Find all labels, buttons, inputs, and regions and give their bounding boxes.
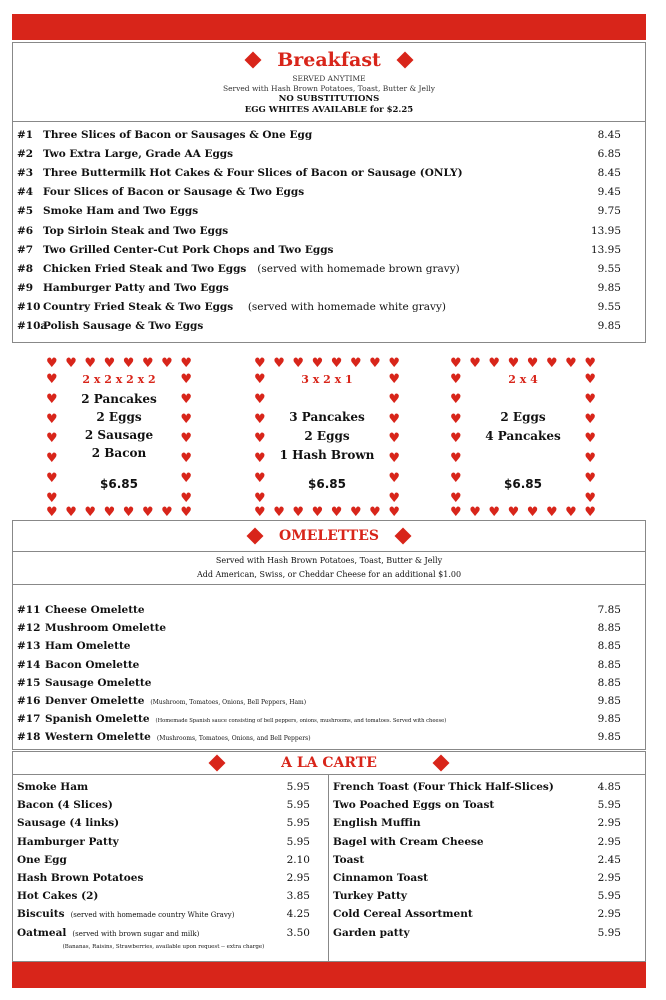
bottom-red-band <box>12 962 646 988</box>
heart-icon: ♥ <box>349 505 362 520</box>
heart-border <box>254 357 400 370</box>
item-price: 9.85 <box>597 713 621 726</box>
item-name: Country Fried Steak & Two Eggs <box>43 301 234 314</box>
heart-border <box>254 373 266 505</box>
menu-item <box>13 851 328 869</box>
menu-item <box>329 796 645 814</box>
heart-icon: ♥ <box>161 505 173 520</box>
heart-icon: ♥ <box>254 356 266 371</box>
item-name: Hot Cakes (2) <box>17 890 99 903</box>
item-name: Turkey Patty <box>333 890 407 903</box>
heart-icon: ♥ <box>469 356 481 371</box>
heart-icon: ♥ <box>584 505 596 520</box>
heart-icon: ♥ <box>526 505 539 520</box>
item-number: #7 <box>17 243 34 256</box>
heart-icon: ♥ <box>311 356 324 371</box>
heart-icon: ♥ <box>254 471 266 487</box>
heart-icon: ♥ <box>545 356 558 371</box>
heart-icon: ♥ <box>584 372 596 387</box>
heart-icon: ♥ <box>584 431 596 447</box>
special-price: $6.85 <box>504 477 542 491</box>
menu-item <box>13 202 645 221</box>
item-name: Chicken Fried Steak and Two Eggs <box>43 262 247 275</box>
heart-icon: ♥ <box>388 411 400 427</box>
special-item: 2 Bacon <box>91 446 147 460</box>
item-number: #5 <box>17 205 34 218</box>
item-name: Polish Sausage & Two Eggs <box>43 320 204 333</box>
heart-icon: ♥ <box>369 505 381 520</box>
heart-icon: ♥ <box>46 356 58 371</box>
heart-icon: ♥ <box>388 490 400 506</box>
item-number: #16 <box>17 695 41 708</box>
item-name: Cinnamon Toast <box>333 872 428 885</box>
item-price: 7.85 <box>597 604 621 617</box>
heart-icon: ♥ <box>46 471 58 487</box>
item-price: 13.95 <box>590 243 621 256</box>
a-la-carte-left-column <box>13 775 329 961</box>
special-item: 3 Pancakes <box>289 410 365 424</box>
heart-icon: ♥ <box>180 431 192 447</box>
menu-item <box>13 637 645 655</box>
item-name: Spanish Omelette <box>45 713 150 726</box>
heart-icon: ♥ <box>141 356 154 371</box>
special-panel-2 <box>254 357 400 519</box>
top-red-band <box>12 14 646 40</box>
item-name: Western Omelette <box>45 731 151 744</box>
heart-icon: ♥ <box>180 391 192 407</box>
heart-border <box>584 373 596 505</box>
a-la-carte-header <box>12 751 646 775</box>
heart-icon: ♥ <box>450 431 462 447</box>
heart-icon: ♥ <box>122 356 135 371</box>
item-number: #1 <box>17 128 34 141</box>
special-price: $6.85 <box>100 477 138 491</box>
heart-icon: ♥ <box>254 451 266 467</box>
heart-icon: ♥ <box>330 356 343 371</box>
diamond-icon <box>395 528 412 545</box>
heart-icon: ♥ <box>584 471 596 487</box>
item-note: (Mushroom, Tomatoes, Onions, Bell Peppers, Ham) <box>150 699 307 707</box>
item-price: 5.95 <box>597 926 621 939</box>
heart-icon: ♥ <box>103 356 116 371</box>
oatmeal-footnote: (Bananas, Raisins, Strawberries, available upon request -- extra charge) <box>62 943 265 950</box>
menu-item <box>13 833 328 851</box>
heart-border <box>254 506 400 519</box>
special-item: 2 Eggs <box>500 410 546 424</box>
item-number: #9 <box>17 282 34 295</box>
item-price: 2.45 <box>597 853 621 866</box>
heart-icon: ♥ <box>46 505 58 520</box>
item-name: One Egg <box>17 853 67 866</box>
omelettes-served-with: Served with Hash Brown Potatoes, Toast, Butter & Jelly <box>215 556 443 565</box>
item-name: Bagel with Cream Cheese <box>333 835 484 848</box>
item-number: #18 <box>17 731 41 744</box>
a-la-carte-right-column <box>329 775 645 961</box>
menu-item <box>13 163 645 182</box>
diamond-icon <box>432 755 449 772</box>
menu-item <box>13 710 645 728</box>
menu-item <box>13 298 645 317</box>
item-price: 3.50 <box>286 926 310 939</box>
heart-icon: ♥ <box>565 505 577 520</box>
heart-icon: ♥ <box>65 356 77 371</box>
item-name: Three Buttermilk Hot Cakes & Four Slices of Bacon or Sausage (ONLY) <box>43 166 463 179</box>
heart-icon: ♥ <box>388 372 400 387</box>
item-note: (Mushrooms, Tomatoes, Onions, and Bell Peppers) <box>156 735 311 743</box>
heart-icon: ♥ <box>180 356 192 371</box>
heart-icon: ♥ <box>311 505 324 520</box>
menu-item <box>329 833 645 851</box>
omelettes-cheese-note: Add American, Swiss, or Cheddar Cheese for an additional $1.00 <box>196 570 462 579</box>
heart-icon: ♥ <box>254 490 266 506</box>
item-name: Sausage (4 links) <box>17 817 120 830</box>
item-note: (served with brown sugar and milk) <box>72 929 200 938</box>
menu-item <box>329 887 645 905</box>
menu-item <box>13 183 645 202</box>
heart-icon: ♥ <box>388 471 400 487</box>
heart-icon: ♥ <box>161 356 173 371</box>
heart-border <box>450 373 462 505</box>
item-name: Two Poached Eggs on Toast <box>333 799 495 812</box>
breakfast-list <box>12 121 646 343</box>
item-name: Three Slices of Bacon or Sausages & One Egg <box>43 128 313 141</box>
no-substitutions: NO SUBSTITUTIONS <box>278 94 380 104</box>
item-number: #3 <box>17 166 34 179</box>
heart-icon: ♥ <box>180 451 192 467</box>
a-la-carte-body <box>12 774 646 962</box>
item-number: #10 <box>17 301 41 314</box>
item-name: Biscuits <box>17 908 65 921</box>
heart-icon: ♥ <box>46 451 58 467</box>
special-item: 2 Eggs <box>304 429 350 443</box>
heart-icon: ♥ <box>526 356 539 371</box>
heart-icon: ♥ <box>388 431 400 447</box>
heart-icon: ♥ <box>254 372 266 387</box>
item-price: 8.45 <box>597 166 621 179</box>
heart-icon: ♥ <box>254 391 266 407</box>
heart-icon: ♥ <box>122 505 135 520</box>
menu-item <box>13 887 328 905</box>
menu-item <box>13 144 645 163</box>
heart-border <box>388 373 400 505</box>
heart-icon: ♥ <box>273 505 285 520</box>
item-price: 2.10 <box>286 853 310 866</box>
item-name: Hamburger Patty and Two Eggs <box>43 282 229 295</box>
item-number: #8 <box>17 262 34 275</box>
heart-icon: ♥ <box>349 356 362 371</box>
item-price: 9.85 <box>597 320 621 333</box>
heart-icon: ♥ <box>180 471 192 487</box>
heart-icon: ♥ <box>180 490 192 506</box>
item-price: 5.95 <box>286 817 310 830</box>
item-name: Garden patty <box>333 926 410 939</box>
item-name: Mushroom Omelette <box>45 622 167 635</box>
breakfast-served-with: Served with Hash Brown Potatoes, Toast, Butter & Jelly <box>222 84 436 93</box>
item-price: 2.95 <box>597 908 621 921</box>
heart-border <box>46 506 192 519</box>
heart-icon: ♥ <box>369 356 381 371</box>
special-panel-1 <box>46 357 192 519</box>
menu-item <box>13 796 328 814</box>
item-price: 8.85 <box>597 658 621 671</box>
item-name: Toast <box>333 853 365 866</box>
item-number: #10a <box>17 320 48 333</box>
menu-item <box>13 924 328 942</box>
item-number: #4 <box>17 186 34 199</box>
item-price: 2.95 <box>597 817 621 830</box>
menu-item <box>13 656 645 674</box>
menu-item <box>13 674 645 692</box>
served-anytime: SERVED ANYTIME <box>292 74 366 83</box>
heart-icon: ♥ <box>103 505 116 520</box>
special-title: 3 x 2 x 1 <box>301 373 353 386</box>
item-name: Oatmeal <box>17 926 67 939</box>
item-name: Hamburger Patty <box>17 835 119 848</box>
heart-icon: ♥ <box>273 356 285 371</box>
item-number: #15 <box>17 676 41 689</box>
item-name: English Muffin <box>333 817 421 830</box>
menu-item <box>13 317 645 336</box>
menu-item <box>13 125 645 144</box>
heart-icon: ♥ <box>450 411 462 427</box>
heart-icon: ♥ <box>507 356 520 371</box>
heart-icon: ♥ <box>488 356 501 371</box>
item-price: 6.85 <box>597 147 621 160</box>
egg-whites-note: EGG WHITES AVAILABLE for $2.25 <box>244 105 414 115</box>
item-name: Top Sirloin Steak and Two Eggs <box>43 224 229 237</box>
heart-border <box>450 357 596 370</box>
item-price: 8.85 <box>597 640 621 653</box>
heart-icon: ♥ <box>254 431 266 447</box>
heart-icon: ♥ <box>584 490 596 506</box>
a-la-carte-title: A LA CARTE <box>281 755 377 771</box>
heart-icon: ♥ <box>180 372 192 387</box>
diamond-icon <box>245 52 262 69</box>
heart-icon: ♥ <box>584 451 596 467</box>
item-price: 13.95 <box>590 224 621 237</box>
item-price: 2.95 <box>597 872 621 885</box>
item-price: 8.85 <box>597 676 621 689</box>
heart-border <box>180 373 192 505</box>
item-name: Denver Omelette <box>45 695 145 708</box>
item-price: 5.95 <box>286 835 310 848</box>
special-item: 4 Pancakes <box>485 429 561 443</box>
heart-icon: ♥ <box>507 505 520 520</box>
item-name: Smoke Ham and Two Eggs <box>43 205 199 218</box>
heart-icon: ♥ <box>450 505 462 520</box>
special-item: 2 Sausage <box>84 428 154 442</box>
heart-icon: ♥ <box>450 356 462 371</box>
item-name: Smoke Ham <box>17 781 89 794</box>
item-price: 5.95 <box>286 781 310 794</box>
menu-item <box>329 814 645 832</box>
item-name: Cold Cereal Assortment <box>333 908 473 921</box>
heart-icon: ♥ <box>46 391 58 407</box>
special-title: 2 x 4 <box>508 373 538 386</box>
heart-icon: ♥ <box>46 490 58 506</box>
item-number: #11 <box>17 604 41 617</box>
special-item: 2 Eggs <box>96 410 142 424</box>
item-price: 9.55 <box>597 262 621 275</box>
item-name: Bacon (4 Slices) <box>17 799 113 812</box>
heart-icon: ♥ <box>292 505 305 520</box>
item-price: 4.25 <box>286 908 310 921</box>
menu-item <box>13 619 645 637</box>
heart-icon: ♥ <box>565 356 577 371</box>
item-price: 9.75 <box>597 205 621 218</box>
heart-icon: ♥ <box>584 391 596 407</box>
menu-item <box>13 601 645 619</box>
item-price: 9.85 <box>597 731 621 744</box>
heart-icon: ♥ <box>46 372 58 387</box>
menu-item <box>13 869 328 887</box>
heart-border <box>450 506 596 519</box>
heart-icon: ♥ <box>292 356 305 371</box>
item-number: #6 <box>17 224 34 237</box>
menu-item <box>13 240 645 259</box>
item-price: 2.95 <box>286 872 310 885</box>
special-title: 2 x 2 x 2 x 2 <box>82 373 156 386</box>
diamond-icon <box>247 528 264 545</box>
item-number: #14 <box>17 658 41 671</box>
heart-icon: ♥ <box>450 471 462 487</box>
item-price: 8.85 <box>597 622 621 635</box>
omelettes-header <box>12 520 646 552</box>
menu-item <box>13 692 645 710</box>
menu-item <box>13 814 328 832</box>
special-item: 1 Hash Brown <box>279 448 375 462</box>
heart-icon: ♥ <box>388 391 400 407</box>
heart-icon: ♥ <box>469 505 481 520</box>
item-name: Ham Omelette <box>45 640 131 653</box>
item-price: 9.55 <box>597 301 621 314</box>
item-name: Four Slices of Bacon or Sausage & Two Eggs <box>43 186 305 199</box>
heart-icon: ♥ <box>545 505 558 520</box>
heart-icon: ♥ <box>388 505 400 520</box>
item-note: (served with homemade country White Gravy) <box>70 911 235 920</box>
heart-icon: ♥ <box>254 505 266 520</box>
special-price: $6.85 <box>308 477 346 491</box>
item-price: 4.85 <box>597 781 621 794</box>
heart-icon: ♥ <box>46 431 58 447</box>
item-price: 3.85 <box>286 890 310 903</box>
menu-item <box>13 259 645 278</box>
menu-item <box>329 851 645 869</box>
heart-icon: ♥ <box>450 490 462 506</box>
item-name: Two Grilled Center-Cut Pork Chops and Two Eggs <box>43 243 334 256</box>
item-name: Bacon Omelette <box>45 658 140 671</box>
diamond-icon <box>396 52 413 69</box>
item-price: 2.95 <box>597 835 621 848</box>
heart-border <box>46 357 192 370</box>
special-item: 2 Pancakes <box>81 392 157 406</box>
heart-icon: ♥ <box>180 505 192 520</box>
menu-item <box>329 905 645 923</box>
item-name: Cheese Omelette <box>45 604 145 617</box>
omelettes-title: OMELETTES <box>279 528 379 544</box>
heart-border <box>46 373 58 505</box>
menu-item <box>13 221 645 240</box>
menu-item <box>329 924 645 942</box>
item-note: (served with homemade white gravy) <box>247 301 446 314</box>
item-price: 5.95 <box>286 799 310 812</box>
item-name: Hash Brown Potatoes <box>17 872 144 885</box>
item-price: 9.85 <box>597 282 621 295</box>
item-note: (Homemade Spanish sauce consisting of bell peppers, onions, mushrooms, and tomatoes. Served with cheese) <box>155 718 447 725</box>
heart-icon: ♥ <box>488 505 501 520</box>
item-name: French Toast (Four Thick Half-Slices) <box>333 781 554 794</box>
menu-item <box>13 905 328 923</box>
heart-icon: ♥ <box>388 451 400 467</box>
menu-item <box>13 778 328 796</box>
item-number: #13 <box>17 640 41 653</box>
heart-icon: ♥ <box>65 505 77 520</box>
item-name: Sausage Omelette <box>45 676 152 689</box>
item-note: (served with homemade brown gravy) <box>257 262 460 275</box>
heart-icon: ♥ <box>84 505 97 520</box>
heart-icon: ♥ <box>180 411 192 427</box>
heart-icon: ♥ <box>450 372 462 387</box>
heart-icon: ♥ <box>450 391 462 407</box>
heart-icon: ♥ <box>46 411 58 427</box>
omelettes-subheader <box>12 551 646 585</box>
item-number: #17 <box>17 713 41 726</box>
menu-item <box>329 869 645 887</box>
item-price: 5.95 <box>597 799 621 812</box>
breakfast-title: Breakfast <box>277 49 381 71</box>
diamond-icon <box>209 755 226 772</box>
item-number: #12 <box>17 622 41 635</box>
heart-icon: ♥ <box>388 356 400 371</box>
heart-icon: ♥ <box>254 411 266 427</box>
special-panel-3 <box>450 357 596 519</box>
item-price: 8.45 <box>597 128 621 141</box>
item-price: 9.45 <box>597 186 621 199</box>
menu-item <box>329 778 645 796</box>
item-price: 9.85 <box>597 695 621 708</box>
omelettes-list <box>12 584 646 750</box>
heart-icon: ♥ <box>584 411 596 427</box>
breakfast-header <box>12 42 646 122</box>
heart-icon: ♥ <box>84 356 97 371</box>
heart-icon: ♥ <box>330 505 343 520</box>
item-name: Two Extra Large, Grade AA Eggs <box>43 147 234 160</box>
menu-item <box>13 279 645 298</box>
item-number: #2 <box>17 147 34 160</box>
menu-item <box>13 728 645 746</box>
heart-icon: ♥ <box>141 505 154 520</box>
heart-icon: ♥ <box>584 356 596 371</box>
item-price: 5.95 <box>597 890 621 903</box>
heart-icon: ♥ <box>450 451 462 467</box>
